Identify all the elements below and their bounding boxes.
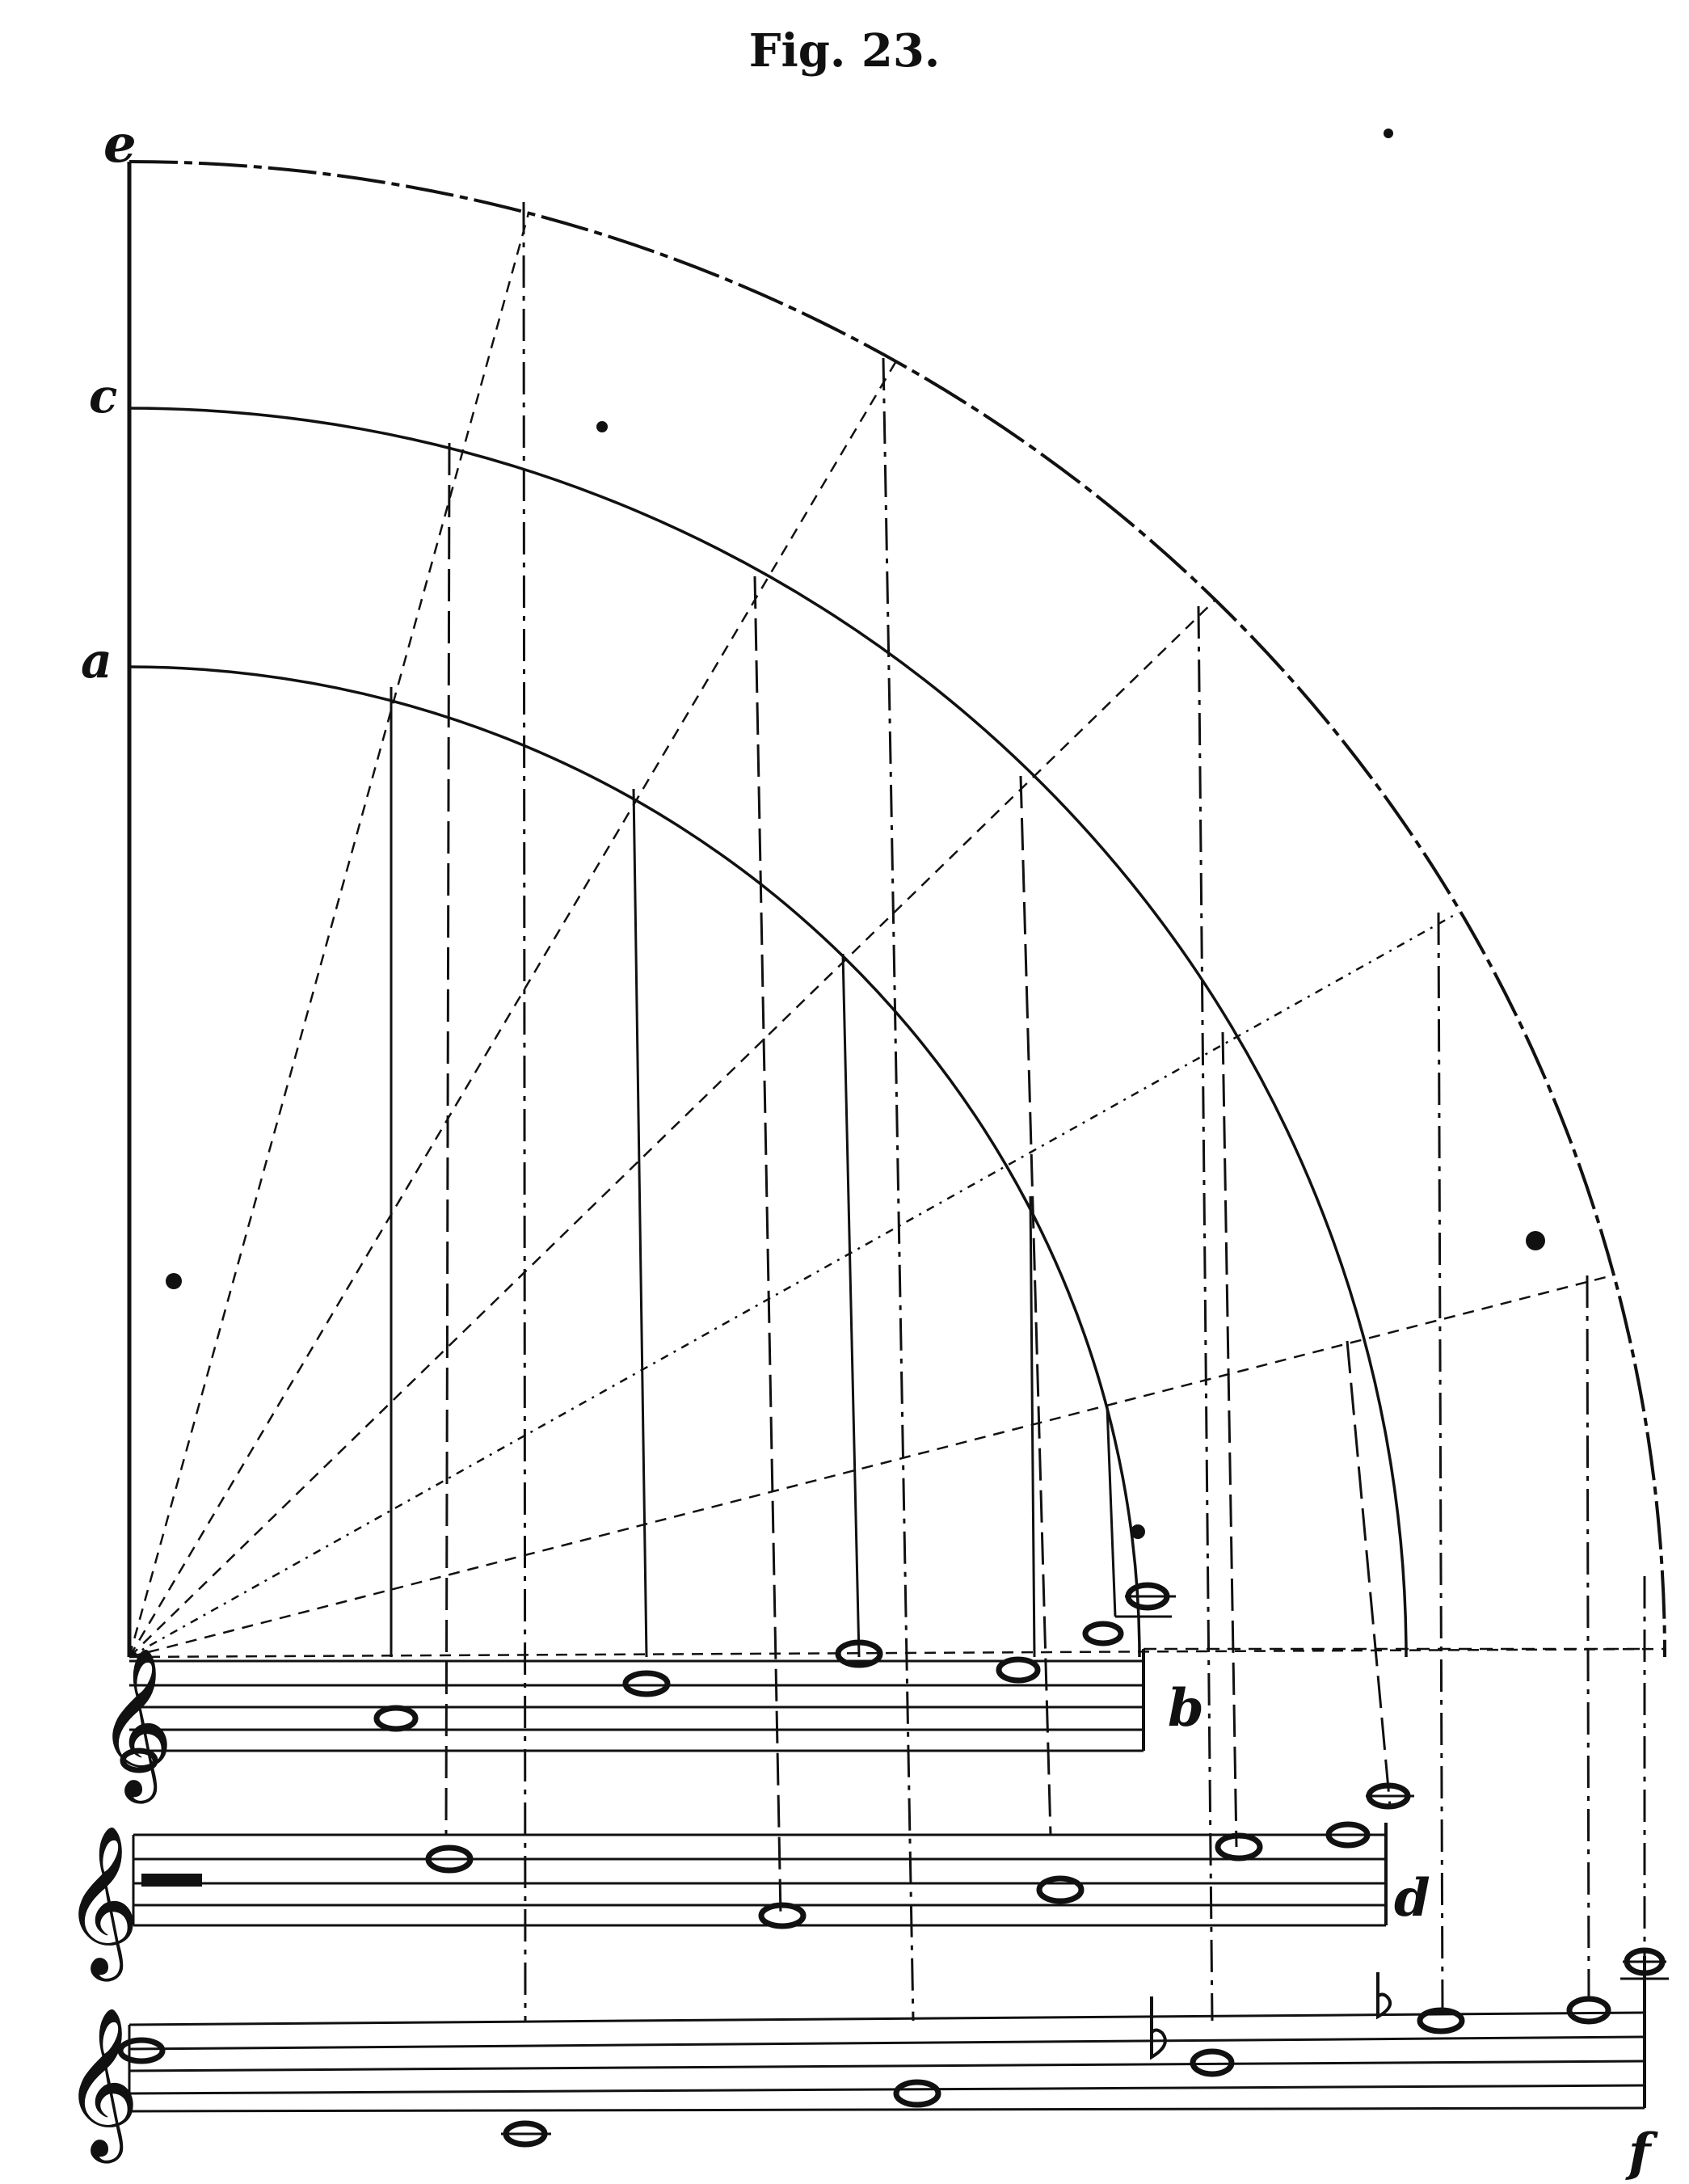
staff-line bbox=[129, 2013, 1645, 2025]
radial-line bbox=[129, 601, 1215, 1657]
label-f: f bbox=[1628, 2123, 1651, 2183]
staff-f bbox=[129, 1956, 1645, 2111]
projection-line bbox=[1587, 1275, 1589, 2005]
projection-line bbox=[883, 358, 913, 2021]
label-c: c bbox=[89, 369, 118, 424]
staff-line bbox=[129, 2037, 1645, 2049]
projections-middle bbox=[446, 443, 1390, 1916]
staff-line bbox=[129, 2108, 1645, 2111]
label-d: d bbox=[1394, 1868, 1430, 1929]
staff-b bbox=[129, 1649, 1144, 1751]
projection-line bbox=[446, 443, 449, 1835]
notes bbox=[120, 1585, 1662, 2144]
projection-line bbox=[843, 954, 859, 1657]
note-head bbox=[1085, 1624, 1121, 1643]
ledger-lines bbox=[501, 1596, 1669, 2134]
projections-inner bbox=[391, 687, 1115, 1657]
figure-title: Fig. 23. bbox=[748, 24, 941, 78]
treble-clef-icon: 𝄞 bbox=[97, 1646, 174, 1797]
projection-line bbox=[1223, 1032, 1236, 1847]
note-head bbox=[999, 1659, 1038, 1680]
note-head bbox=[1218, 1836, 1260, 1858]
projection-line bbox=[1438, 913, 1443, 2013]
treble-clef-icon: 𝄞 bbox=[63, 1824, 140, 1975]
radial-line bbox=[129, 360, 897, 1657]
flat-sign bbox=[1152, 1996, 1165, 2057]
staff-line bbox=[129, 2061, 1645, 2071]
radial-line bbox=[129, 1649, 1665, 1657]
treble-clef-icon: 𝄞 bbox=[63, 2005, 140, 2157]
projection-line bbox=[1198, 606, 1212, 2021]
staff-line bbox=[129, 2085, 1645, 2093]
note-head bbox=[377, 1708, 415, 1729]
staff-d bbox=[133, 1823, 1386, 1925]
projection-line bbox=[755, 576, 781, 1916]
label-a: a bbox=[81, 633, 112, 689]
note-head bbox=[896, 2082, 938, 2105]
note-head bbox=[761, 1905, 803, 1926]
projection-line bbox=[634, 789, 647, 1657]
label-e: e bbox=[103, 114, 137, 175]
flat-sign bbox=[1378, 1972, 1390, 2017]
speck bbox=[1526, 1231, 1545, 1250]
note-head bbox=[1569, 1999, 1608, 2022]
speck bbox=[1131, 1524, 1145, 1539]
label-b: b bbox=[1168, 1678, 1204, 1739]
note-head bbox=[625, 1673, 668, 1694]
rest-mark bbox=[141, 1874, 202, 1887]
speck bbox=[166, 1273, 182, 1289]
middle-arc-c bbox=[129, 408, 1406, 1657]
speck bbox=[1384, 129, 1393, 138]
speck bbox=[596, 421, 608, 432]
radial-line bbox=[129, 913, 1459, 1657]
projections-outer bbox=[524, 202, 1645, 2021]
radial-line bbox=[129, 213, 529, 1657]
projection-line bbox=[524, 202, 525, 2021]
note-head bbox=[1039, 1878, 1081, 1901]
projection-line bbox=[1347, 1341, 1390, 1807]
